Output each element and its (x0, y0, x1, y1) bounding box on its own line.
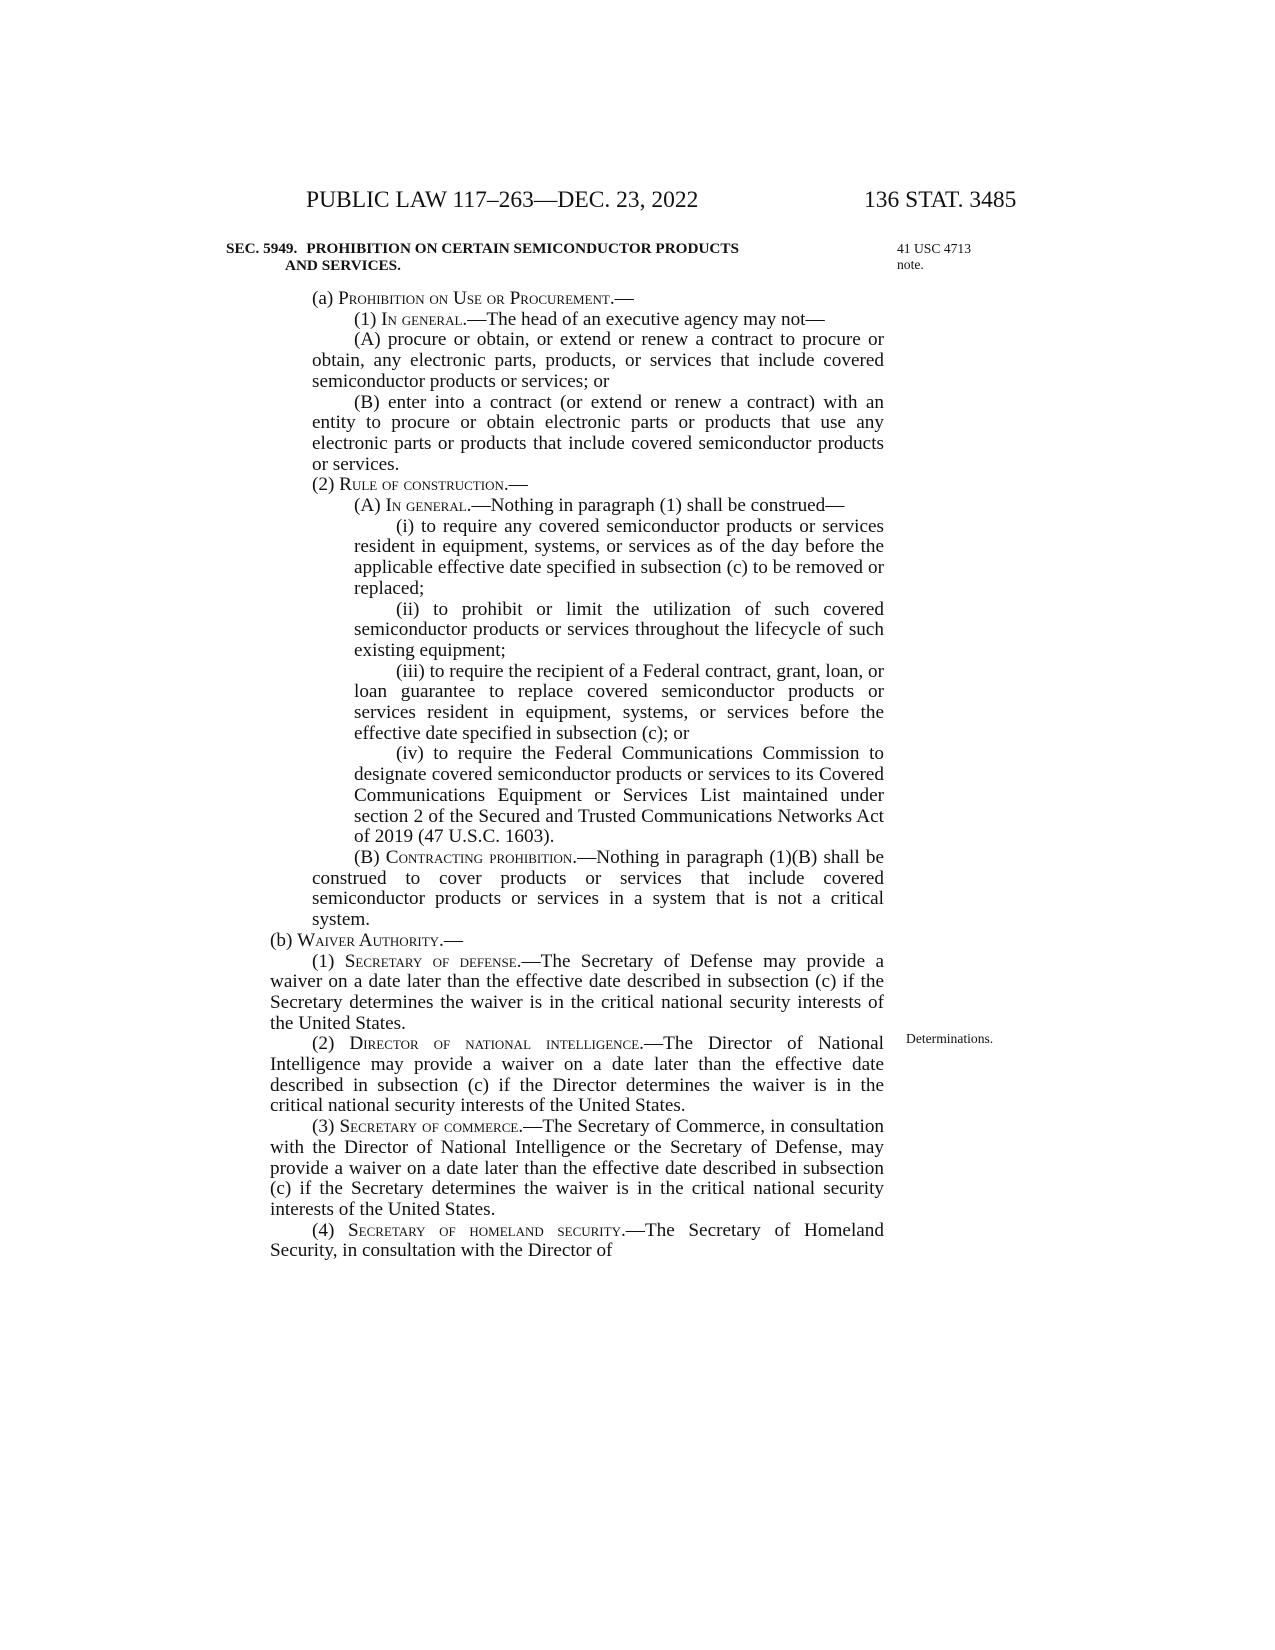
usc-note-label: note. (897, 257, 924, 272)
paragraph-b3: (3) Secretary of commerce.—The Secretary of Commerce, in consultation with the Director of National Intelligence or the Secretary of Defense, may provide a waiver on a date later than the effective date described in subsection (c) if the Secretary determines the waiver is in the critical national security interests of the United States. (270, 1116, 885, 1220)
clause-a2A-iii: (iii) to require the recipient of a Federal contract, grant, loan, or loan guarantee to replace covered semiconductor products or services resident in equipment, systems, or services before the effective date specified in subsection (c); or (354, 660, 885, 744)
clause-a2A-i: (i) to require any covered semiconductor products or services resident in equipment, systems, or services as of the day before the applicable effective date specified in subsection (c) to be removed or replaced; (354, 515, 884, 599)
margin-note-determinations: Determinations. (906, 1031, 994, 1046)
paragraph-b1: (1) Secretary of defense.—The Secretary of Defense may provide a waiver on a date later than the effective date described in subsection (c) if the Secretary determines the waiver is in the critical national security interests of the United States. (270, 950, 885, 1034)
section-title-line1: PROHIBITION ON CERTAIN SEMICONDUCTOR PRODUCTS (306, 240, 739, 257)
clause-a2A-ii: (ii) to prohibit or limit the utilization of such covered semiconductor products or services throughout the lifecycle of such existing equipment; (354, 598, 884, 661)
subsection-a: (a) Prohibition on Use or Procurement.— (312, 288, 634, 309)
section-heading (226, 240, 886, 274)
paragraph-b2: (2) Director of national intelligence.—The Director of National Intelligence may provide a waiver on a date later than the effective date described in subsection (c) if the Director determines the waiver is in the critical national security interests of the United States. (270, 1033, 885, 1117)
subparagraph-a1B: (B) enter into a contract (or extend or renew a contract) with an entity to procure or obtain electronic parts or products that use any electronic parts or products that include covered semiconductor products or services. (312, 391, 884, 475)
section-title-line2: AND SERVICES. (285, 257, 401, 274)
section-number: SEC. 5949. (226, 240, 298, 257)
paragraph-b4: (4) Secretary of homeland security.—The Secretary of Homeland Security, in consultation with the Director of (270, 1219, 884, 1262)
clause-a2A-iv: (iv) to require the Federal Communications Commission to designate covered semiconductor products or services to its Covered Communications Equipment or Services List maintained under section 2 of the Secured and Trusted Communications Networks Act of 2019 (47 U.S.C. 1603). (354, 743, 884, 848)
running-header-title: PUBLIC LAW 117–263—DEC. 23, 2022 (306, 187, 699, 213)
paragraph-a1: (1) In general.—The head of an executive agency may not— (354, 308, 825, 330)
page-stat-citation: 136 STAT. 3485 (864, 187, 1017, 213)
subparagraph-a1A: (A) procure or obtain, or extend or renew a contract to procure or obtain, any electronic parts, products, or services that include covered semiconductor products or services; or (312, 329, 884, 392)
subsection-b: (b) Waiver Authority.— (270, 929, 464, 951)
section-body (270, 289, 884, 1262)
subparagraph-a2B: (B) Contracting prohibition.—Nothing in paragraph (1)(B) shall be construed to cover products or services that include covered semiconductor products or services in a system that is not a critical system. (312, 846, 884, 931)
margin-note-usc (897, 241, 971, 273)
paragraph-a2: (2) Rule of construction.— (312, 474, 528, 496)
subparagraph-a2A: (A) In general.—Nothing in paragraph (1) shall be construed— (354, 495, 845, 517)
usc-citation: 41 USC 4713 (897, 241, 972, 256)
